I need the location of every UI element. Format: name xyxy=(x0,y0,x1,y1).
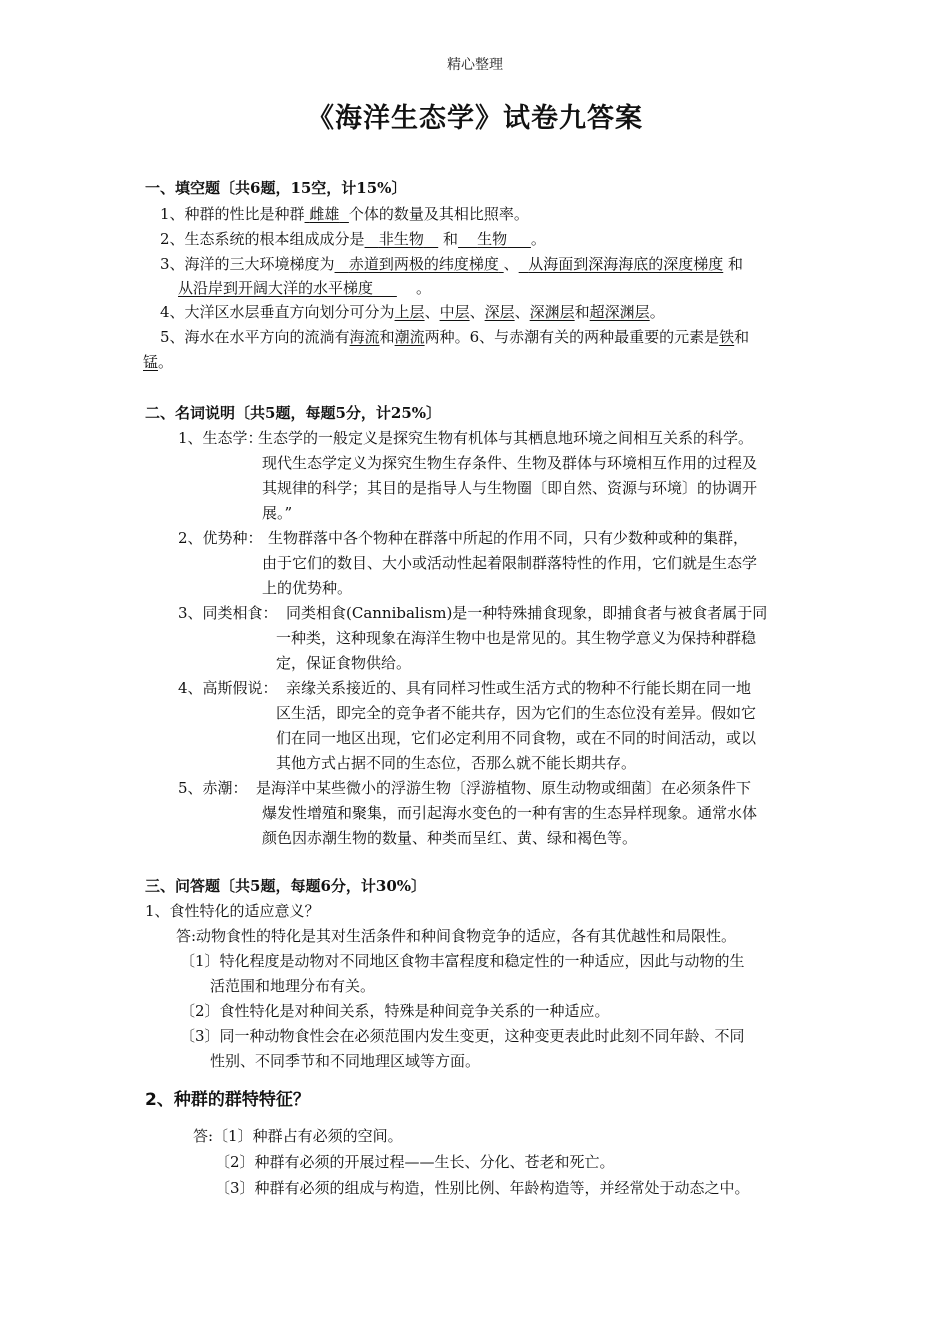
q3-answer2-text: 从海面到深海海底的深度梯度 xyxy=(528,255,724,273)
q4-end: 。 xyxy=(649,303,665,321)
term4-line2: 区生活，即完全的竞争者不能共存，因为它们的生态位没有差异。假如它 xyxy=(276,704,757,722)
q4-answer4: 深渊层 xyxy=(529,303,575,321)
term1-line1: 生态学的一般定义是探究生物有机体与其栖息地环境之间相互关系的科学。 xyxy=(258,429,754,447)
fill-q3 xyxy=(160,254,743,274)
q2-end: 。 xyxy=(530,230,546,248)
q5-answer1: 海流 xyxy=(349,328,380,346)
fill-q5-cont xyxy=(143,352,173,372)
q3-text: 3、海洋的三大环境梯度为 xyxy=(160,255,335,273)
q3-answer2 xyxy=(519,255,724,273)
q3-answer1 xyxy=(335,255,504,273)
section3-heading: 三、问答题〔共5题，每题6分，计30%〕 xyxy=(145,877,427,895)
q2-answer2 xyxy=(458,230,531,248)
term2-line1: 生物群落中各个物种在群落中所起的作用不同，只有少数种或种的集群， xyxy=(268,529,749,547)
q4-text: 4、大洋区水层垂直方向划分可分为 xyxy=(160,303,395,321)
term5-line3: 颜色因赤潮生物的数量、种类而呈红、黄、绿和褐色等。 xyxy=(262,829,638,847)
section2-heading: 二、名词说明〔共5题，每题5分，计25%〕 xyxy=(145,404,442,422)
q3-answer3 xyxy=(178,279,397,297)
term3-line1: 同类相食(Cannibalism)是一种特殊捕食现象，即捕食者与被食者属于同 xyxy=(286,604,768,622)
q1-text: 1、种群的性比是种群 xyxy=(160,205,305,223)
q4-sep1: 、 xyxy=(424,303,440,321)
section1-heading: 一、填空题〔共6题，15空，计15%〕 xyxy=(145,179,407,197)
term2-label: 2、优势种： xyxy=(178,529,263,547)
term1-label: 1、生态学： xyxy=(178,429,263,447)
fill-q2 xyxy=(160,229,546,249)
q6-end: 。 xyxy=(158,353,174,371)
qa2-question: 2、种群的群特特征？ xyxy=(145,1090,310,1110)
q2-text: 2、生态系统的根本组成成分是 xyxy=(160,230,365,248)
term4-line4: 其他方式占据不同的生态位，否那么就不能长期共存。 xyxy=(276,754,637,772)
q6-answer1: 铁 xyxy=(719,328,735,346)
q6-and: 和 xyxy=(734,328,750,346)
term1-line2: 现代生态学定义为探究生物生存条件、生物及群体与环境相互作用的过程及 xyxy=(262,454,758,472)
qa1-point3-line2: 性别、不同季节和不同地理区域等方面。 xyxy=(210,1052,481,1070)
q1-text-end: 个体的数量及其相比照率。 xyxy=(348,205,529,223)
q4-sep2: 、 xyxy=(469,303,485,321)
q3-and: 和 xyxy=(728,255,744,273)
q4-sep3: 、 xyxy=(514,303,530,321)
fill-q5 xyxy=(160,327,749,347)
term4-line3: 们在同一地区出现，它们必定利用不同食物，或在不同的时间活动，或以 xyxy=(276,729,757,747)
q4-answer3: 深层 xyxy=(484,303,515,321)
qa2-answer1: 答:〔1〕种群占有必须的空间。 xyxy=(193,1127,403,1145)
q4-sep4: 和 xyxy=(574,303,590,321)
term3-line3: 定，保证食物供给。 xyxy=(276,654,412,672)
q4-answer5: 超深渊层 xyxy=(589,303,650,321)
q3-end: 。 xyxy=(415,279,431,297)
q2-mid: 和 xyxy=(442,230,458,248)
term5-line1: 是海洋中某些微小的浮游生物〔浮游植物、原生动物或细菌〕在必须条件下 xyxy=(256,779,752,797)
term4-line1: 亲缘关系接近的、具有同样习性或生活方式的物种不行能长期在同一地 xyxy=(286,679,752,697)
qa2-answer2: 〔2〕种群有必须的开展过程——生长、分化、苍老和死亡。 xyxy=(215,1153,615,1171)
term3-line2: 一种类，这种现象在海洋生物中也是常见的。其生物学意义为保持种群稳 xyxy=(276,629,757,647)
q6-answer2: 锰 xyxy=(143,353,159,371)
fill-q4 xyxy=(160,302,665,322)
q5-text2: 两种。6、与赤潮有关的两种最重要的元素是 xyxy=(424,328,720,346)
q3-answer1-text: 赤道到两极的纬度梯度 xyxy=(348,255,499,273)
qa1-question: 1、食性特化的适应意义？ xyxy=(145,902,320,920)
q3-answer3-text: 从沿岸到开阔大洋的水平梯度 xyxy=(178,279,374,297)
q1-answer xyxy=(305,205,349,223)
term3-label: 3、同类相食： xyxy=(178,604,278,622)
q5-text: 5、海水在水平方向的流淌有 xyxy=(160,328,350,346)
qa1-point3-line1: 〔3〕同一种动物食性会在必须范围内发生变更，这种变更表此时此刻不同年龄、不同 xyxy=(180,1027,745,1045)
term2-line3: 上的优势种。 xyxy=(262,579,353,597)
q2-answer1-text: 非生物 xyxy=(378,230,424,248)
term1-line3: 其规律的科学；其目的是指导人与生物圈〔即自然、资源与环境〕的协调开 xyxy=(262,479,758,497)
fill-q3-cont xyxy=(178,278,431,298)
page-header: 精心整理 xyxy=(447,57,503,73)
q5-answer2: 潮流 xyxy=(394,328,425,346)
qa1-point2: 〔2〕食性特化是对种间关系，特殊是种间竞争关系的一种适应。 xyxy=(180,1002,610,1020)
qa1-point1-line1: 〔1〕特化程度是动物对不同地区食物丰富程度和稳定性的一种适应，因此与动物的生 xyxy=(180,952,745,970)
q2-answer2-text: 生物 xyxy=(477,230,508,248)
q5-mid: 和 xyxy=(379,328,395,346)
q1-answer-text: 雌雄 xyxy=(309,205,340,223)
qa1-point1-line2: 活范围和地理分布有关。 xyxy=(210,977,376,995)
term4-label: 4、高斯假说： xyxy=(178,679,278,697)
qa2-answer3: 〔3〕种群有必须的组成与构造，性别比例、年龄构造等，并经常处于动态之中。 xyxy=(215,1179,750,1197)
fill-q1 xyxy=(160,204,529,224)
qa1-intro: 答:动物食性的特化是其对生活条件和种间食物竞争的适应，各有其优越性和局限性。 xyxy=(176,927,737,945)
term5-label: 5、赤潮： xyxy=(178,779,248,797)
q2-answer1 xyxy=(365,230,439,248)
page-title: 《海洋生态学》试卷九答案 xyxy=(307,103,643,134)
q4-answer2: 中层 xyxy=(439,303,470,321)
q4-answer1: 上层 xyxy=(394,303,425,321)
term1-line4: 展。” xyxy=(262,504,293,522)
term2-line2: 由于它们的数目、大小或活动性起着限制群落特性的作用，它们就是生态学 xyxy=(262,554,758,572)
q3-sep: 、 xyxy=(503,255,519,273)
term5-line2: 爆发性增殖和聚集，而引起海水变色的一种有害的生态异样现象。通常水体 xyxy=(262,804,758,822)
